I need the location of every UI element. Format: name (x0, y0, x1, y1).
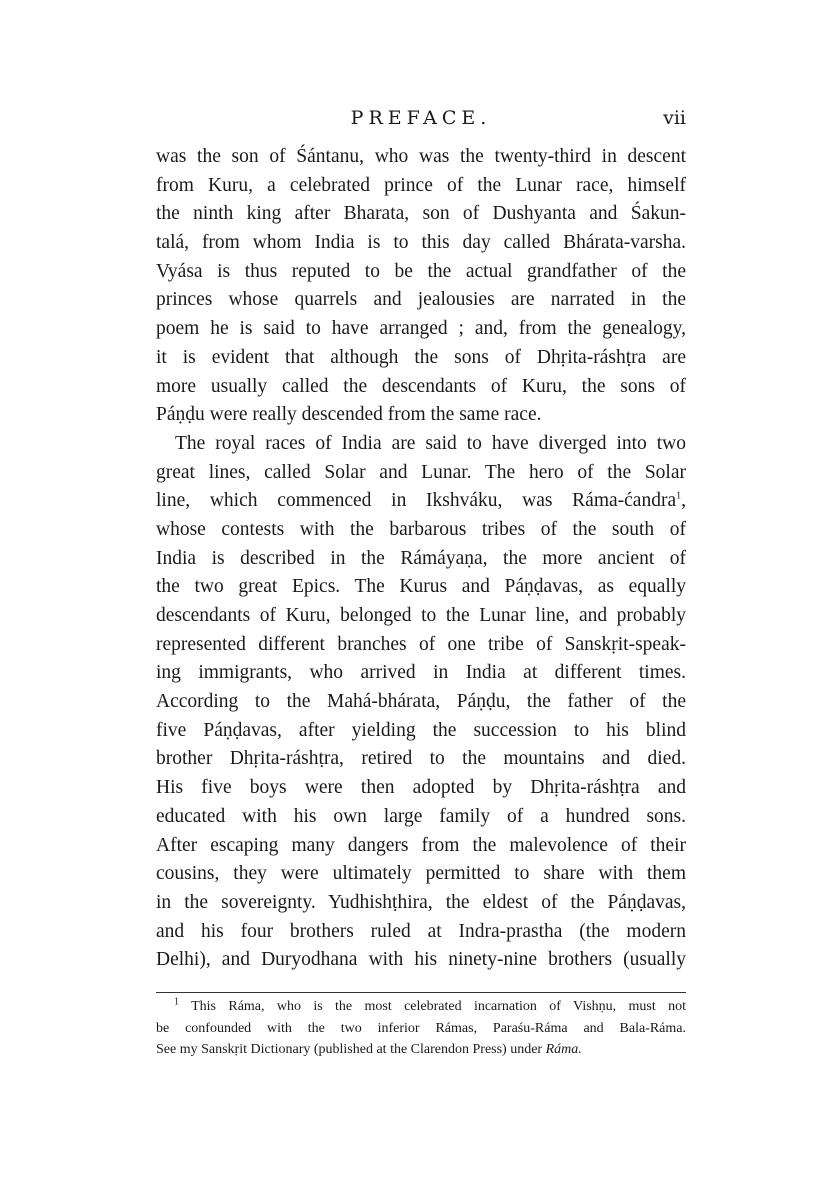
text-line: brother Dhṛita-ráshṭra, retired to the mountains and died. (156, 748, 686, 770)
page-number: vii (663, 107, 686, 129)
text-line: Vyása is thus reputed to be the actual grandfather of the (156, 260, 686, 282)
body-text (156, 143, 686, 975)
footnote-text: See my Sanskṛit Dictionary (published at the Clarendon Press) under (156, 1042, 543, 1057)
text-line: whose contests with the barbarous tribes of the south of (156, 518, 686, 540)
footnote-line (156, 1039, 686, 1061)
text-line: was the son of Śántanu, who was the twenty-third in descent (156, 146, 686, 167)
text-line: After escaping many dangers from the malevolence of their (156, 834, 686, 856)
text-line: five Páṇḍavas, after yielding the succession to his blind (156, 719, 686, 741)
text-line: princes whose quarrels and jealousies are narrated in the (156, 289, 686, 311)
text-line-with-footnote-ref (156, 487, 686, 516)
footnote-line (156, 996, 686, 1018)
line-punctuation: , (681, 490, 686, 512)
footnote-reference: 1 (676, 490, 682, 502)
running-head (156, 103, 686, 133)
footnote (156, 996, 686, 1061)
text-line: Páṇḍu were really descended from the same race. (156, 404, 542, 426)
text-line: cousins, they were ultimately permitted to share with them (156, 863, 686, 885)
text-line: more usually called the descendants of Kuru, the sons of (156, 375, 686, 397)
text-line: talá, from whom India is to this day called Bhárata-varsha. (156, 232, 686, 254)
footnote-marker: 1 (174, 996, 179, 1008)
text-line: The royal races of India are said to have diverged into two (175, 432, 686, 454)
text-line: His five boys were then adopted by Dhṛita-ráshṭra and (156, 777, 686, 799)
text-line: and his four brothers ruled at Indra-prastha (the modern (156, 920, 686, 942)
text-line: According to the Mahá-bhárata, Páṇḍu, the father of the (156, 691, 686, 713)
text-line: represented different branches of one tribe of Sanskṛit-speak- (156, 633, 686, 655)
text-line: poem he is said to have arranged ; and, from the genealogy, (156, 318, 686, 340)
text-line: the two great Epics. The Kurus and Páṇḍavas, as equally (156, 576, 686, 598)
footnote-italic-term: Ráma. (545, 1042, 582, 1057)
text-line: in the sovereignty. Yudhishṭhira, the eldest of the Páṇḍavas, (156, 891, 686, 913)
text-line: the ninth king after Bharata, son of Dushyanta and Śakun- (156, 203, 686, 225)
text-line: descendants of Kuru, belonged to the Lunar line, and probably (156, 605, 686, 626)
footnote-text: This Ráma, who is the most celebrated incarnation of Vishṇu, must not (191, 999, 686, 1014)
footnote-divider (156, 992, 686, 993)
page-title: PREFACE. (350, 107, 492, 129)
text-line: great lines, called Solar and Lunar. The hero of the Solar (156, 461, 686, 483)
text-line: ing immigrants, who arrived in India at different times. (156, 662, 686, 684)
line-text: line, which commenced in Ikshváku, was Ráma-ćandra (156, 490, 677, 512)
text-line: educated with his own large family of a hundred sons. (156, 805, 686, 827)
footnote-line: be confounded with the two inferior Rámas, Paraśu-Ráma and Bala-Ráma. (156, 1020, 686, 1036)
text-line: Delhi), and Duryodhana with his ninety-nine brothers (usually (156, 949, 686, 971)
text-line: it is evident that although the sons of Dhṛita-ráshṭra are (156, 346, 686, 368)
text-line: from Kuru, a celebrated prince of the Lunar race, himself (156, 174, 686, 196)
text-line: India is described in the Rámáyaṇa, the more ancient of (156, 547, 686, 569)
